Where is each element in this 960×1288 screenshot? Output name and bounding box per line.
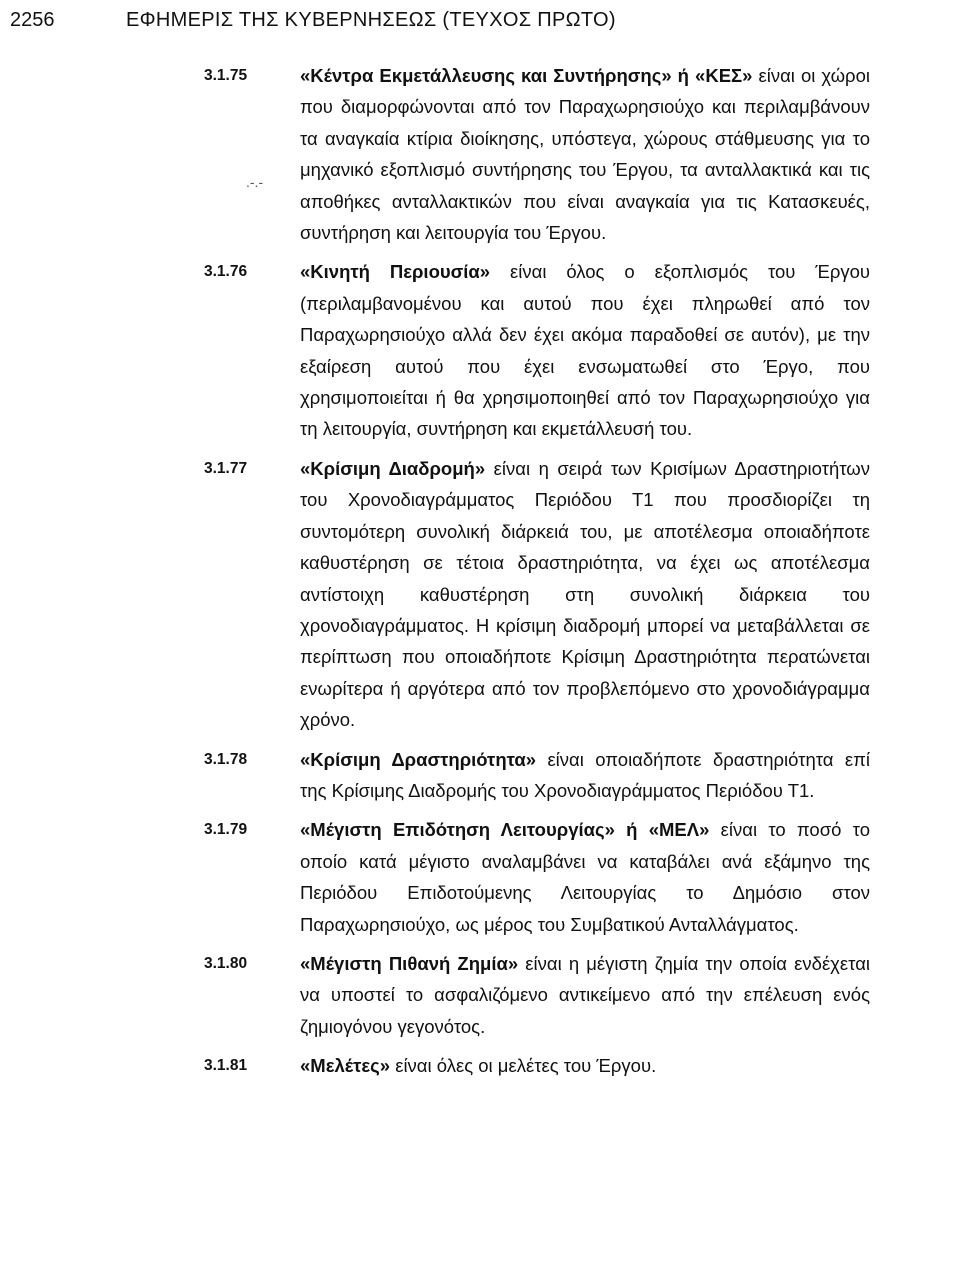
clause-body <box>300 60 870 248</box>
defined-term: «Μέγιστη Πιθανή Ζημία» <box>300 952 519 974</box>
clause-3-1-81 <box>0 1050 960 1081</box>
clause-body <box>300 256 870 444</box>
clause-3-1-77 <box>0 453 960 736</box>
clause-text: είναι το ποσό το οποίο κατά μέγιστο αναλαμβάνει να καταβάλει ανά εξάμηνο της Περιόδου Επιδοτούμενης Λειτουργίας το Δημόσιο στον Παραχωρησιούχο, ως μέρος του Συμβατικού Ανταλλάγματος. <box>300 819 871 935</box>
clause-number: 3.1.80 <box>204 954 248 972</box>
clause-body <box>300 948 870 1042</box>
defined-term: «Μελέτες» <box>300 1055 391 1077</box>
clause-number: 3.1.75 <box>204 67 248 84</box>
clause-text: είναι η σειρά των Κρισίμων Δραστηριοτήτων του Χρονοδιαγράμματος Περιόδου Τ1 που προσδιορίζει τη συντομότερη συνολική διάρκειά του, με αποτέλεσμα οποιαδήποτε καθυστέρηση σε τέτοια δραστηριότητα, να έχει ως αποτέλεσμα αντίστοιχη καθυστέρηση στη συνολική διάρκεια του χρονοδιαγράμματος. Η κρίσιμη διαδρομή μπορεί να μεταβάλλεται σε περίπτωση που οποιαδήποτε Κρίσιμη Δραστηριότητα περατώνεται ενωρίτερα ή αργότερα από τον προβλεπόμενο στο χρονοδιάγραμμα χρόνο. <box>300 457 870 731</box>
clause-number: 3.1.76 <box>204 263 248 281</box>
clause-3-1-76 <box>0 256 960 444</box>
clause-body <box>300 814 870 940</box>
defined-term: «Κρίσιμη Διαδρομή» <box>300 457 486 479</box>
margin-mark: .-.- <box>246 174 264 190</box>
clause-number: 3.1.77 <box>204 459 248 477</box>
clause-text: είναι οι χώροι που διαμορφώνονται από τον Παραχωρησιούχο και περιλαμβάνουν τα αναγκαία κτίρια διοίκησης, υπόστεγα, χώρους στάθμευσης για το μηχανικό εξοπλισμό συντήρησης του Έργου, τα ανταλλακτικά και τις αποθήκες ανταλλακτικών που είναι αναγκαία για τις Κατασκευές, συντήρηση και λειτουργία του Έργου. <box>300 65 870 244</box>
clause-3-1-75 <box>0 60 960 248</box>
defined-term: «Κρίσιμη Δραστηριότητα» <box>300 748 537 770</box>
clause-body <box>300 744 870 807</box>
clause-number: 3.1.78 <box>204 750 248 768</box>
clause-number: 3.1.79 <box>204 821 248 839</box>
defined-term: «Κινητή Περιουσία» <box>300 261 491 283</box>
clause-3-1-79 <box>0 814 960 940</box>
definitions-list <box>0 60 960 1090</box>
clause-text: είναι όλος ο εξοπλισμός του Έργου (περιλαμβανομένου και αυτού που έχει πληρωθεί από τον Παραχωρησιούχο αλλά δεν έχει ακόμα παραδοθεί σε αυτόν), με την εξαίρεση αυτού που έχει ενσωματωθεί στο Έργο, που χρησιμοποιείται ή θα χρησιμοποιηθεί από τον Παραχωρησιούχο για τη λειτουργία, συντήρηση και εκμετάλλευσή του. <box>300 261 871 440</box>
page-header <box>0 0 960 40</box>
clause-text: είναι όλες οι μελέτες του Έργου. <box>395 1055 657 1077</box>
clause-body <box>300 1050 870 1081</box>
clause-number: 3.1.81 <box>204 1057 248 1075</box>
clause-body <box>300 453 870 736</box>
clause-3-1-80 <box>0 948 960 1042</box>
defined-term: «Μέγιστη Επιδότηση Λειτουργίας» ή «ΜΕΛ» <box>300 819 710 841</box>
page-number: 2256 <box>10 9 55 31</box>
gazette-title: ΕΦΗΜΕΡΙΣ ΤΗΣ ΚΥΒΕΡΝΗΣΕΩΣ (ΤΕΥΧΟΣ ΠΡΩΤΟ) <box>126 9 616 31</box>
clause-text: είναι οποιαδήποτε δραστηριότητα επί της Κρίσιμης Διαδρομής του Χρονοδιαγράμματος Περιόδου Τ1. <box>300 748 871 801</box>
clause-3-1-78 <box>0 744 960 807</box>
clause-text: είναι η μέγιστη ζημία την οποία ενδέχεται να υποστεί το ασφαλιζόμενο αντικείμενο από την επέλευση ενός ζημιογόνου γεγονότος. <box>300 952 870 1037</box>
defined-term: «Κέντρα Εκμετάλλευσης και Συντήρησης» ή «ΚΕΣ» <box>300 65 753 86</box>
